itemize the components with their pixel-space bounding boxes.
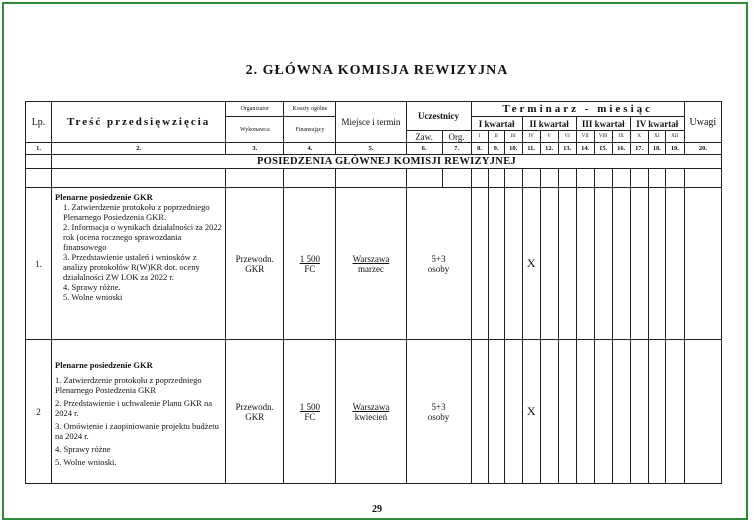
page-number: 29 (372, 504, 382, 515)
col-number: 9. (488, 143, 504, 155)
list-item: 5. Wolne wnioski. (55, 457, 117, 467)
col-number: 6. (406, 143, 442, 155)
list-item: 2. Informacja o wynikach działalności za 2022 rok (ocena rocznego sprawozdania finansowego (63, 222, 222, 252)
cost-unit: FC (304, 411, 316, 422)
month-9: IX (612, 131, 630, 143)
schedule-mark: X (522, 340, 540, 484)
quarter-3: III kwartał (576, 117, 630, 131)
col-number: 4. (284, 143, 336, 155)
col-number: 16. (612, 143, 630, 155)
list-item: 2. Przedstawienie i uchwalenie Planu GKR na 2024 r. (55, 398, 213, 418)
participants-unit: osoby (427, 263, 450, 274)
col-number: 14. (576, 143, 594, 155)
row-cost (284, 340, 336, 484)
schedule-mark: X (522, 188, 540, 340)
header-miejsce: Miejsce i termin (336, 102, 406, 143)
month-7: VII (576, 131, 594, 143)
list-item: 4. Sprawy różne. (63, 282, 121, 292)
header-tresc: Treść przedsięwzięcia (52, 102, 226, 143)
month-1: I (471, 131, 488, 143)
header-koszty: Koszty ogólne (284, 102, 336, 117)
month-5: V (540, 131, 558, 143)
col-number: 7. (442, 143, 471, 155)
participants-count: 5+3 (431, 401, 446, 412)
term: marzec (357, 263, 384, 274)
header-terminarz: Terminarz - miesiąc (471, 102, 684, 117)
row-organizer: Przewodn. GKR (226, 188, 284, 340)
row-cost (284, 188, 336, 340)
month-12: XII (665, 131, 684, 143)
list-item: 4. Sprawy różne (55, 444, 111, 454)
list-item: 1. Zatwierdzenie protokołu z poprzedniego Plenarnego Posiedzenia GKR (55, 375, 202, 395)
column-number-row (26, 143, 722, 155)
row-place-term (336, 188, 406, 340)
row-heading: Plenarne posiedzenie GKR (55, 360, 153, 370)
row-place-term (336, 340, 406, 484)
month-11: XI (648, 131, 665, 143)
place: Warszawa (352, 253, 390, 264)
month-4: IV (522, 131, 540, 143)
quarter-1: I kwartał (471, 117, 522, 131)
page-title: 2. GŁÓWNA KOMISJA REWIZYJNA (245, 63, 509, 78)
col-number: 11. (522, 143, 540, 155)
row-participants (406, 188, 471, 340)
header-organizator: Organizator (226, 102, 284, 117)
month-6: VI (558, 131, 576, 143)
header-finansujacy: Finansujący (284, 117, 336, 143)
col-number: 15. (594, 143, 612, 155)
quarter-2: II kwartał (522, 117, 576, 131)
table-row (26, 188, 722, 340)
row-content (52, 340, 226, 484)
header-zaw: Zaw. (406, 131, 442, 143)
col-number: 13. (558, 143, 576, 155)
cost-unit: FC (304, 263, 316, 274)
header-uczestnicy: Uczestnicy (406, 102, 471, 131)
header-lp: Lp. (26, 102, 52, 143)
list-item: 1. Zatwierdzenie protokołu z poprzedniego Plenarnego Posiedzenia GKR. (63, 202, 210, 222)
list-item: 3. Przedstawienie ustaleń i wniosków z analizy protokołów R(W)KR dot. oceny działalności ZW LOK za 2022 r. (63, 252, 200, 282)
row-organizer: Przewodn. GKR (226, 340, 284, 484)
col-number: 17. (630, 143, 648, 155)
header-wykonawca: Wykonawca (226, 117, 284, 143)
col-number: 1. (26, 143, 52, 155)
month-2: II (488, 131, 504, 143)
header-uwagi: Uwagi (684, 102, 721, 143)
cost-value: 1 500 (299, 401, 320, 412)
row-lp: 2 (26, 340, 52, 484)
term: kwiecień (354, 411, 388, 422)
col-number: 20. (684, 143, 721, 155)
schedule-table (25, 101, 722, 484)
col-number: 3. (226, 143, 284, 155)
col-number: 5. (336, 143, 406, 155)
col-number: 2. (52, 143, 226, 155)
col-number: 8. (471, 143, 488, 155)
row-content (52, 188, 226, 340)
col-number: 12. (540, 143, 558, 155)
quarter-4: IV kwartał (630, 117, 684, 131)
col-number: 19. (665, 143, 684, 155)
month-3: III (504, 131, 522, 143)
list-item: 5. Wolne wnioski (63, 292, 123, 302)
list-item: 3. Omówienie i zaopiniowanie projektu budżetu na 2024 r. (55, 421, 219, 441)
cost-value: 1 500 (299, 253, 320, 264)
section-heading: POSIEDZENIA GŁÓWNEJ KOMISJI REWIZYJNEJ (52, 155, 722, 169)
col-number: 10. (504, 143, 522, 155)
row-participants (406, 340, 471, 484)
place: Warszawa (352, 401, 390, 412)
row-lp: 1. (26, 188, 52, 340)
header-org: Org. (442, 131, 471, 143)
month-8: VIII (594, 131, 612, 143)
col-number: 18. (648, 143, 665, 155)
participants-count: 5+3 (431, 253, 446, 264)
participants-unit: osoby (427, 411, 450, 422)
month-10: X (630, 131, 648, 143)
table-row (26, 340, 722, 484)
row-heading: Plenarne posiedzenie GKR (55, 192, 153, 202)
